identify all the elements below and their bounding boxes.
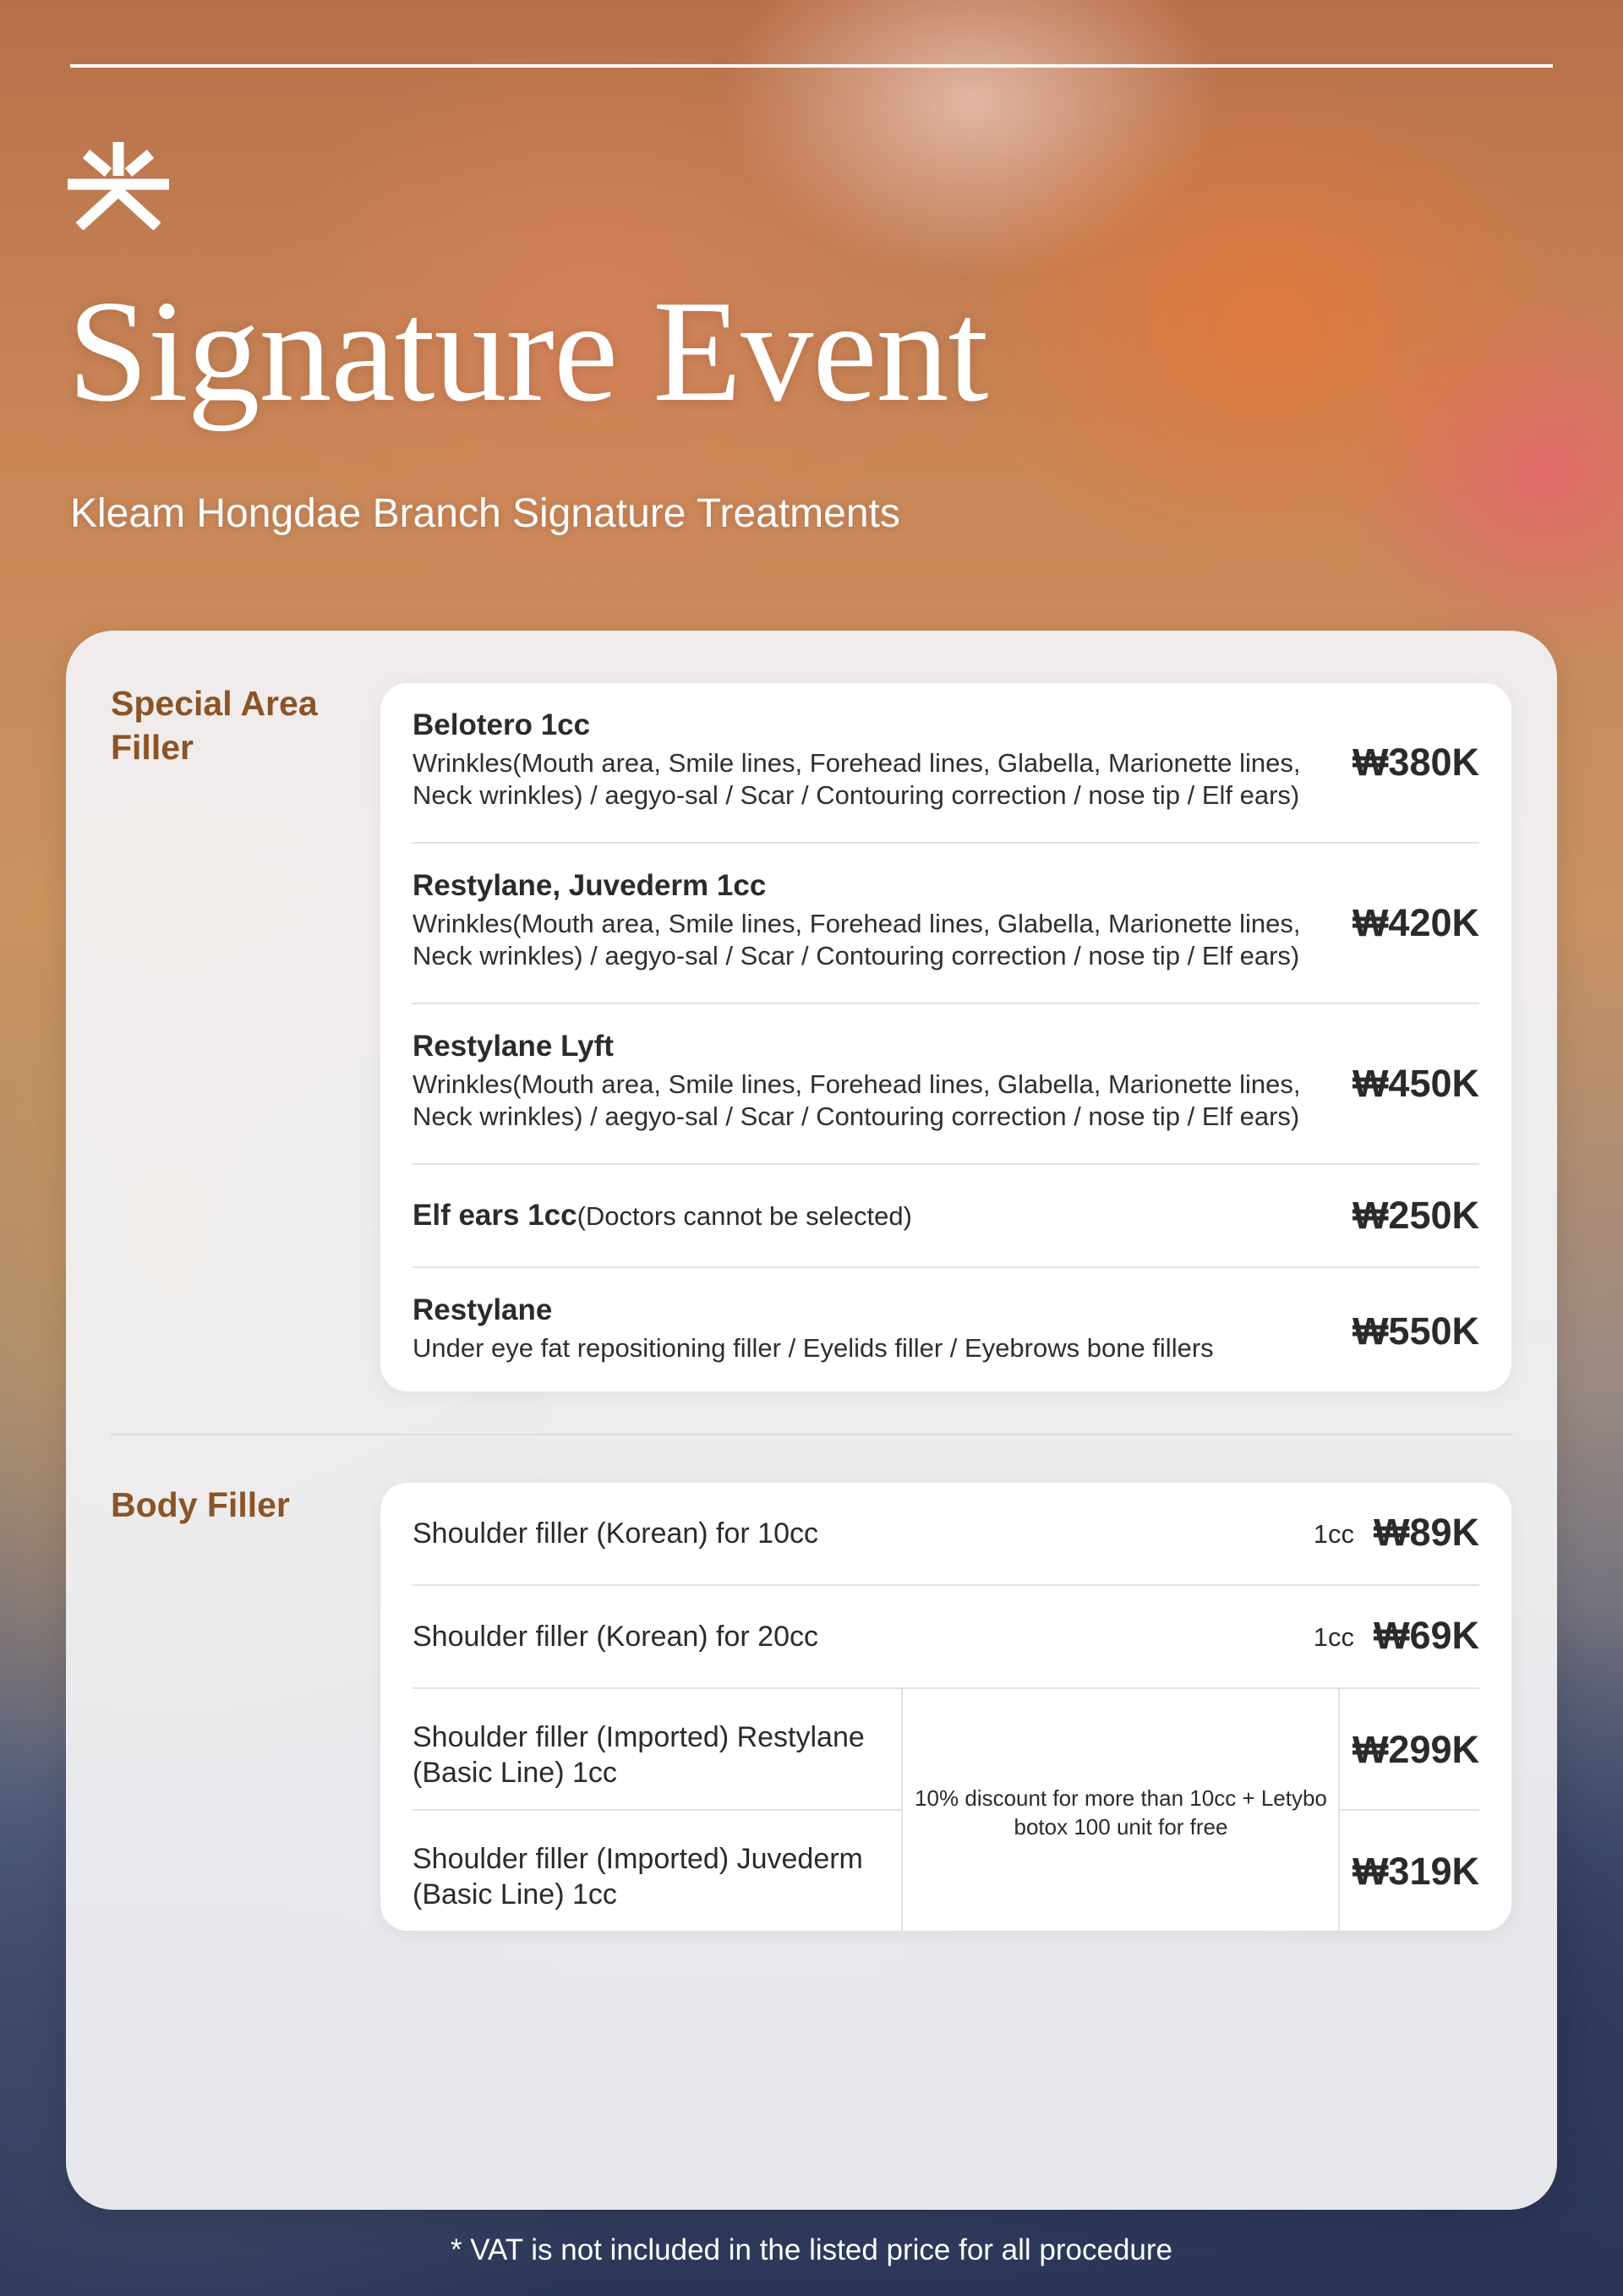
filler-item-price: ₩550K [1352,1309,1479,1353]
filler-item-price: ₩250K [1352,1194,1479,1237]
body-filler-card [380,1483,1511,1931]
section-label-body-filler: Body Filler [111,1485,290,1524]
filler-item-name: Elf ears 1cc(Doctors cannot be selected) [413,1199,912,1232]
top-divider [70,64,1553,68]
imported-filler-grid [413,1687,1479,1932]
imported-filler-name: Shoulder filler (Imported) Restylane (Basic Line) 1cc [413,1721,865,1789]
filler-item-desc: Wrinkles(Mouth area, Smile lines, Forehead lines, Glabella, Marionette lines, Neck wrinkles) / aegyo-sal / Scar / Contouring correction / nose tip / Elf ears) [413,1069,1301,1131]
filler-item-name: Restylane, Juvederm 1cc [413,869,767,902]
filler-item-price: ₩450K [1352,1062,1479,1105]
body-filler-name: Shoulder filler (Korean) for 10cc [413,1517,819,1550]
vat-footnote: * VAT is not included in the listed price for all procedure [450,2233,1173,2266]
body-filler-price: ₩89K [1373,1511,1479,1554]
filler-item [413,1003,1479,1163]
filler-item-price: ₩420K [1352,901,1479,944]
body-filler-unit: 1cc [1313,1519,1354,1549]
imported-filler-price: ₩299K [1352,1728,1479,1771]
filler-item-desc: Wrinkles(Mouth area, Smile lines, Forehead lines, Glabella, Marionette lines, Neck wrinkles) / aegyo-sal / Scar / Contouring correction / nose tip / Elf ears) [413,748,1301,810]
section-label-special-filler: Special Area Filler [111,684,318,767]
filler-item [413,683,1479,842]
grid-divider [1338,1689,1340,1932]
body-filler-item [413,1483,1479,1584]
page-subtitle: Kleam Hongdae Branch Signature Treatments [70,491,900,536]
body-filler-item [413,1584,1479,1687]
filler-item [413,1163,1479,1266]
filler-item-price: ₩380K [1352,741,1479,784]
filler-item [413,842,1479,1003]
body-filler-unit: 1cc [1313,1622,1354,1652]
grid-divider [1339,1809,1479,1811]
body-filler-name: Shoulder filler (Korean) for 20cc [413,1621,819,1653]
filler-item [413,1266,1479,1395]
imported-filler-price: ₩319K [1352,1850,1479,1893]
filler-item-name: Belotero 1cc [413,708,591,741]
promo-note: 10% discount for more than 10cc + Letybo botox 100 unit for free [915,1785,1327,1840]
special-filler-card [380,683,1511,1391]
asterisk-logo-icon [68,142,169,230]
filler-item-name: Restylane Lyft [413,1030,614,1063]
page-title: Signature Event [68,271,988,432]
body-filler-price: ₩69K [1373,1614,1479,1657]
section-divider [111,1434,1512,1435]
filler-item-desc: Under eye fat repositioning filler / Eyelids filler / Eyebrows bone fillers [413,1333,1214,1363]
imported-filler-name: Shoulder filler (Imported) Juvederm (Basic Line) 1cc [413,1843,863,1911]
grid-divider [413,1809,901,1811]
filler-item-name: Restylane [413,1293,553,1326]
price-panel [66,631,1557,2210]
filler-item-desc: Wrinkles(Mouth area, Smile lines, Forehead lines, Glabella, Marionette lines, Neck wrinkles) / aegyo-sal / Scar / Contouring correction / nose tip / Elf ears) [413,909,1301,970]
